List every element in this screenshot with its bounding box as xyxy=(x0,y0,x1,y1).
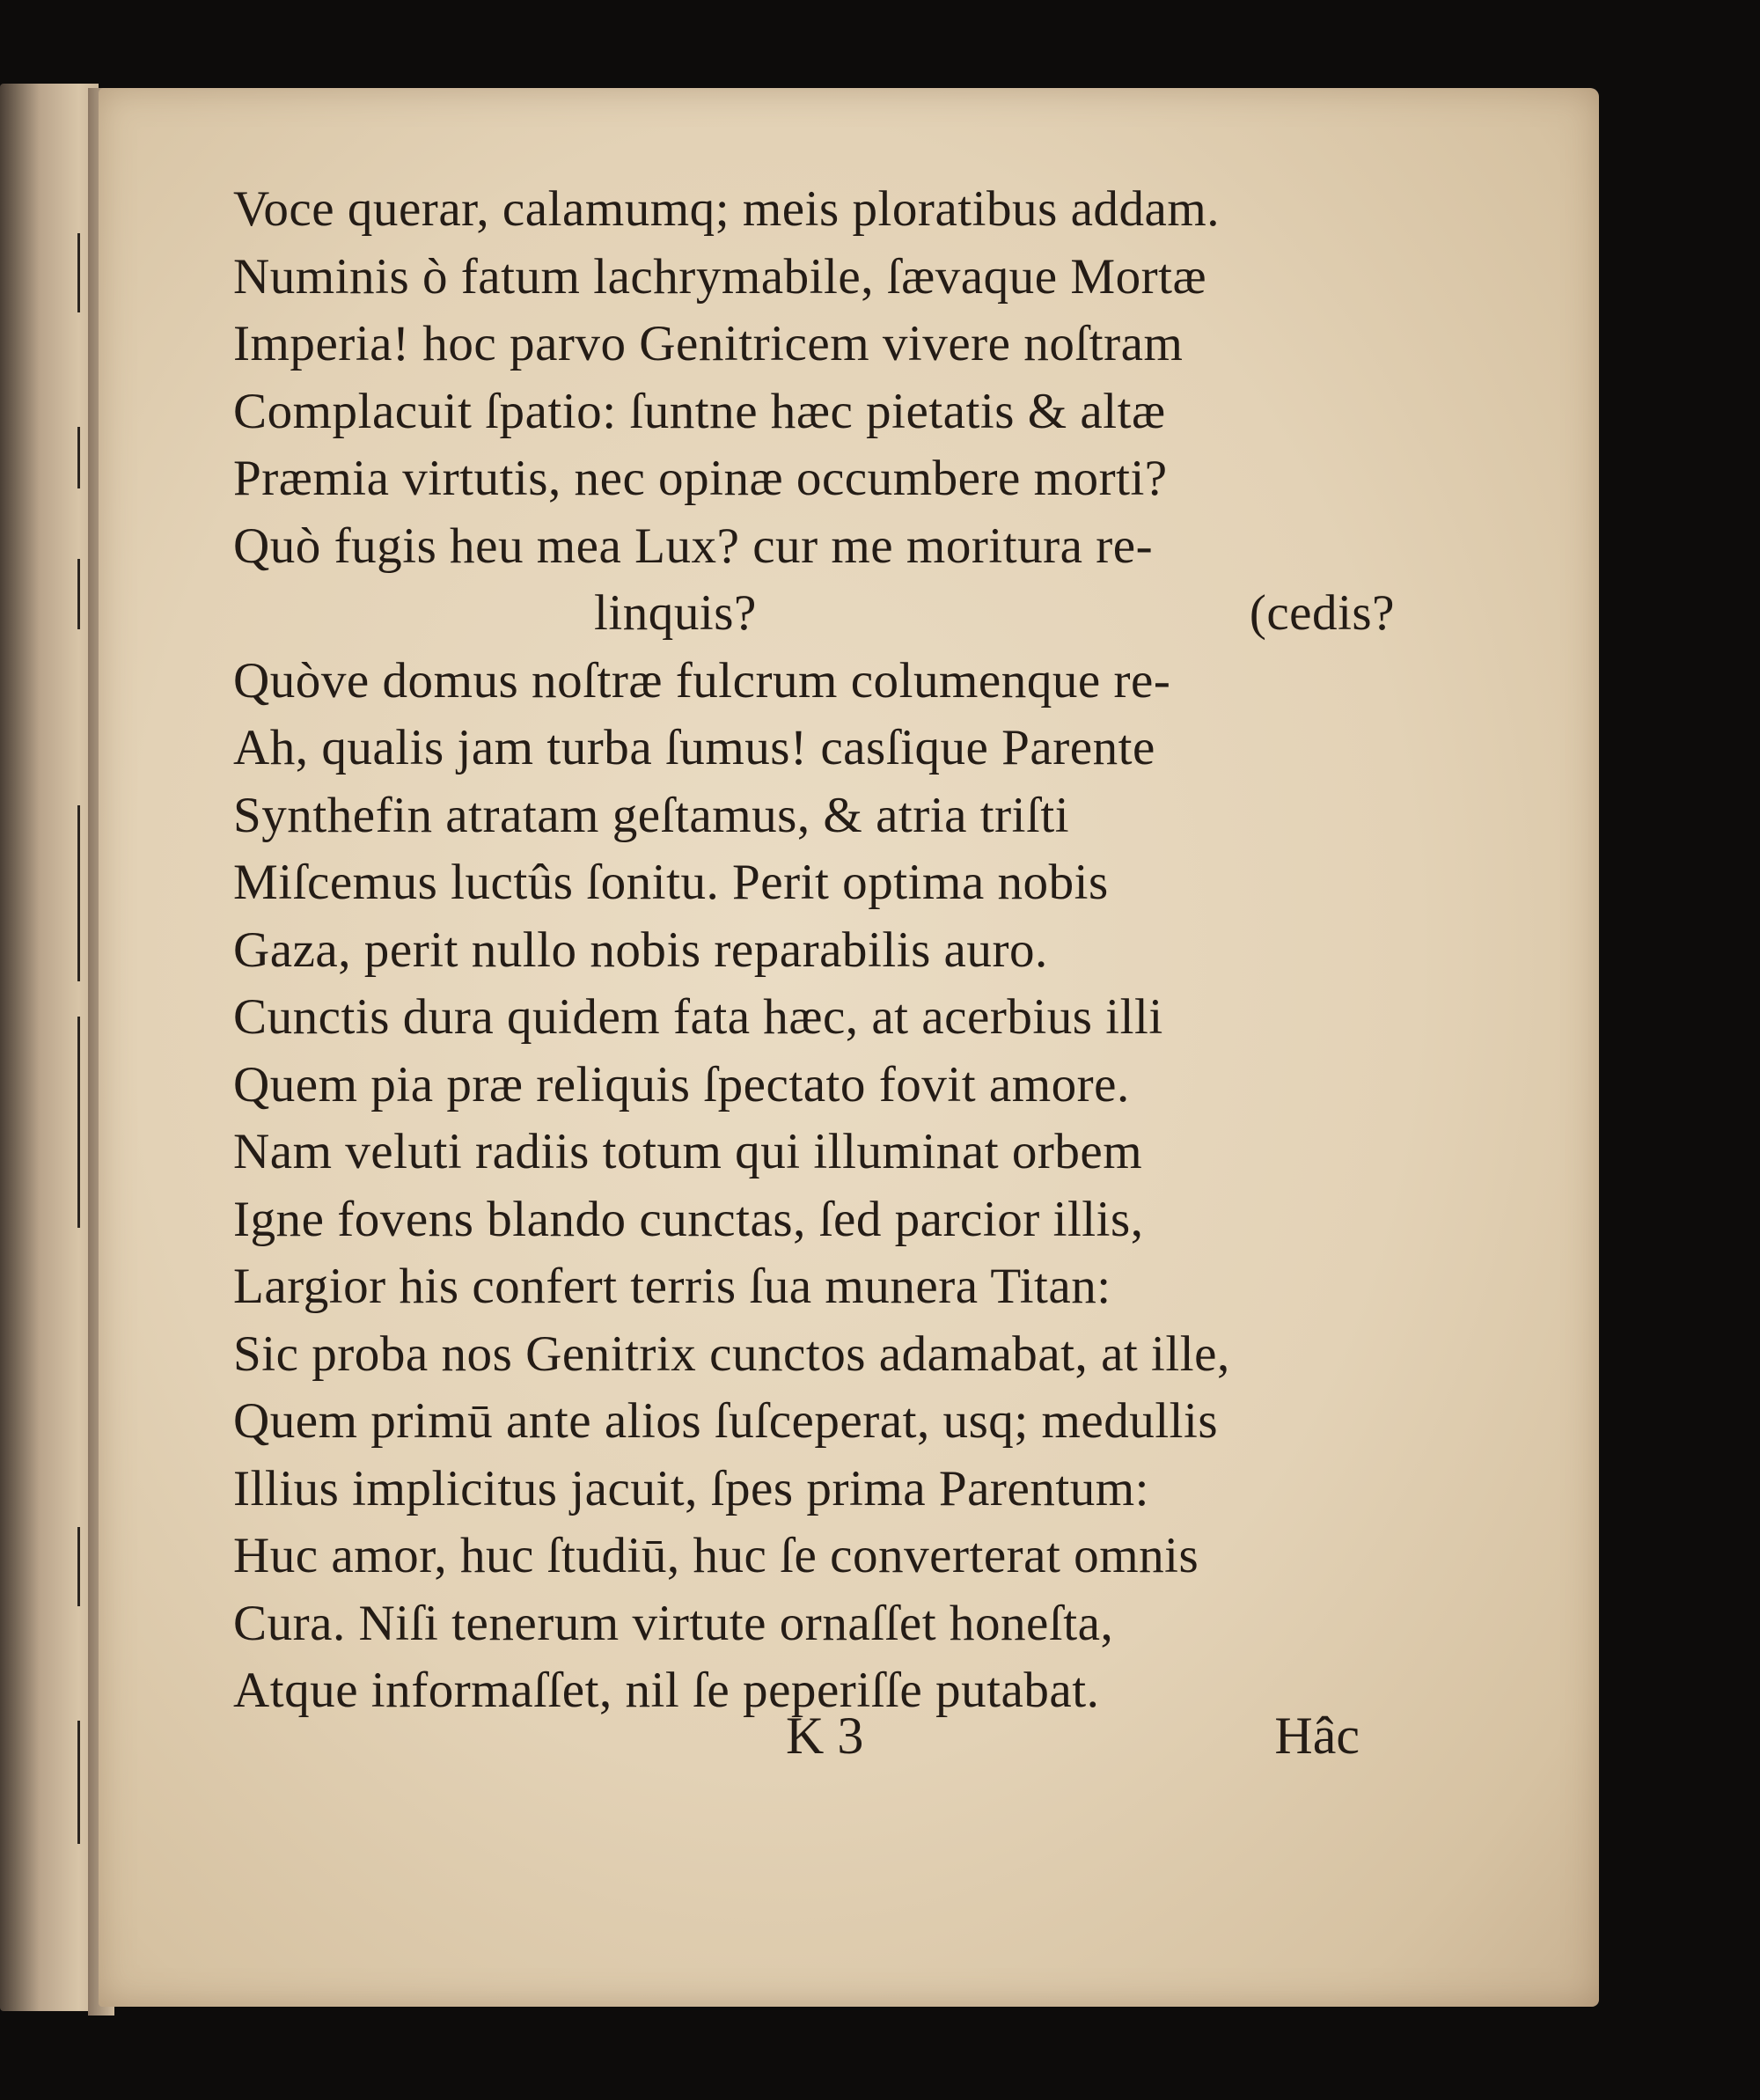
verse-line: Atque informaſſet, nil ſe peperiſſe putabat. xyxy=(233,1663,1100,1718)
verse-line: Igne fovens blando cunctas, ſed parcior illis, xyxy=(233,1191,1144,1247)
verse-line: Præmia virtutis, nec opinæ occumbere morti? xyxy=(233,451,1168,506)
verse-line: Sic proba nos Genitrix cunctos adamabat, at ille, xyxy=(233,1325,1230,1382)
verse-line: Complacuit ſpatio: ſuntne hæc pietatis & altæ xyxy=(233,383,1166,439)
verse-line: Numinis ò fatum lachrymabile, ſævaque Mortæ xyxy=(233,248,1207,305)
left-page-edge xyxy=(0,84,99,2011)
signature-mark: K 3 xyxy=(786,1707,864,1765)
verse-line: Quò fugis heu mea Lux? cur me moritura re- xyxy=(233,518,1154,574)
page-footer xyxy=(233,1706,1360,1776)
verse-line: Cunctis dura quidem fata hæc, at acerbius illi xyxy=(233,989,1163,1045)
verse-line: Huc amor, huc ſtudiū, huc ſe converterat omnis xyxy=(233,1528,1199,1583)
verse-line: Illius implicitus jacuit, ſpes prima Parentum: xyxy=(233,1460,1150,1516)
verse-line: Largior his confert terris ſua munera Titan: xyxy=(233,1259,1111,1314)
verse-line: Synthefin atratam geſtamus, & atria triſti xyxy=(233,787,1070,843)
verse-line: Imperia! hoc parvo Genitricem vivere noſtram xyxy=(233,316,1184,371)
catchword: Hâc xyxy=(1274,1707,1360,1765)
verse-line: Quem primū ante alios ſuſceperat, usq; medullis xyxy=(233,1393,1219,1449)
verse-turnover-left: linquis? xyxy=(594,585,757,641)
verse-line: Ah, qualis jam turba ſumus! casſique Parente xyxy=(233,720,1155,775)
verse-line: Gaza, perit nullo nobis reparabilis auro. xyxy=(233,922,1048,978)
verse-line: Nam veluti radiis totum qui illuminat orbem xyxy=(233,1124,1143,1179)
verse-line: Miſcemus luctûs ſonitu. Perit optima nobis xyxy=(233,855,1109,910)
verse-turnover-right: (cedis? xyxy=(1249,585,1395,641)
verse-text xyxy=(233,176,1395,1725)
verse-line: Cura. Niſi tenerum virtute ornaſſet honeſta, xyxy=(233,1595,1114,1651)
verse-line: Quòve domus noſtræ fulcrum columenque re- xyxy=(233,652,1171,709)
verse-split-line xyxy=(233,580,1395,648)
verse-line: Quem pia præ reliquis ſpectato fovit amore. xyxy=(233,1056,1130,1112)
verse-line: Voce querar, calamumq; meis ploratibus addam. xyxy=(233,181,1221,237)
